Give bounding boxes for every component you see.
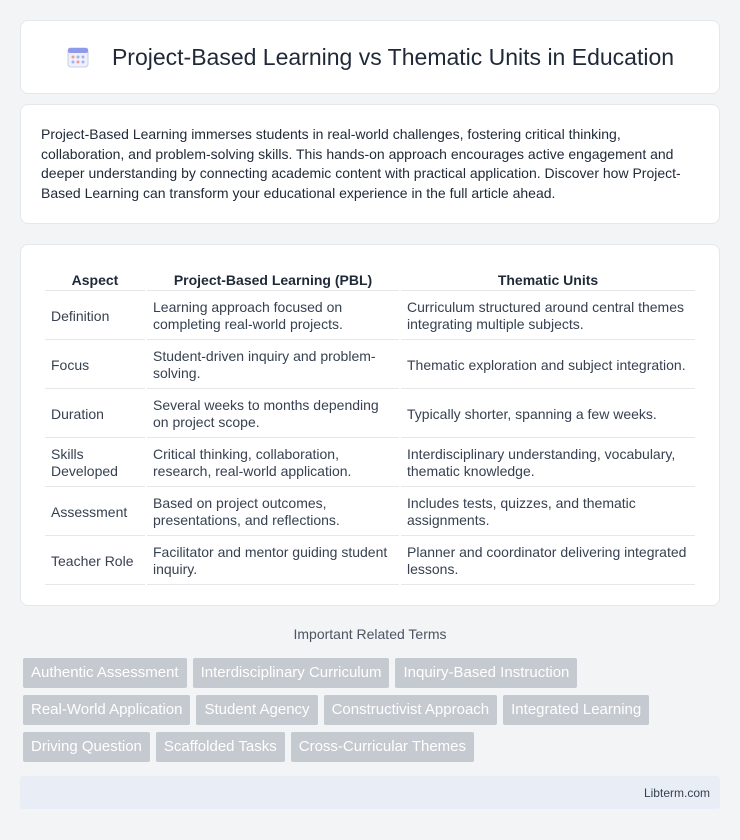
header-card [20, 20, 720, 94]
row-aspect: Duration [45, 391, 145, 438]
related-term-tag[interactable]: Student Agency [196, 695, 317, 725]
row-pbl: Learning approach focused on completing real-world projects. [147, 293, 399, 340]
related-terms-list [23, 658, 723, 762]
related-term-tag[interactable]: Scaffolded Tasks [156, 732, 285, 762]
row-aspect: Assessment [45, 489, 145, 536]
calendar-grid-icon [66, 45, 90, 69]
comparison-table-card [20, 244, 720, 606]
header-aspect: Aspect [45, 269, 145, 291]
table-row [45, 489, 695, 536]
related-term-tag[interactable]: Integrated Learning [503, 695, 649, 725]
page-title: Project-Based Learning vs Thematic Units in Education [111, 43, 675, 70]
related-term-tag[interactable]: Interdisciplinary Curriculum [193, 658, 390, 688]
header-pbl: Project-Based Learning (PBL) [147, 269, 399, 291]
related-term-tag[interactable]: Driving Question [23, 732, 150, 762]
footer-site-link[interactable]: Libterm.com [643, 785, 710, 800]
related-term-tag[interactable]: Inquiry-Based Instruction [395, 658, 577, 688]
related-term-tag[interactable]: Real-World Application [23, 695, 190, 725]
row-aspect: Teacher Role [45, 538, 145, 585]
table-row [45, 293, 695, 340]
related-term-tag[interactable]: Cross-Curricular Themes [291, 732, 474, 762]
row-aspect: Definition [45, 293, 145, 340]
table-row [45, 538, 695, 585]
row-thematic: Curriculum structured around central themes integrating multiple subjects. [401, 293, 695, 340]
row-thematic: Typically shorter, spanning a few weeks. [401, 391, 695, 438]
related-term-tag[interactable]: Authentic Assessment [23, 658, 187, 688]
row-thematic: Includes tests, quizzes, and thematic assignments. [401, 489, 695, 536]
header [66, 44, 674, 71]
comparison-table [43, 267, 697, 587]
header-thematic: Thematic Units [401, 269, 695, 291]
related-terms-title: Important Related Terms [293, 626, 447, 642]
table-row [45, 342, 695, 389]
row-pbl: Student-driven inquiry and problem-solving. [147, 342, 399, 389]
row-thematic: Planner and coordinator delivering integrated lessons. [401, 538, 695, 585]
intro-text: Project-Based Learning immerses students in real-world challenges, fostering critical thinking, collaboration, and problem-solving skills. This hands-on approach encourages active engagement and deeper understanding by connecting academic content with practical application. Discover how Project-Based Learning can transform your educational experience in the full article ahead. [41, 126, 681, 201]
row-pbl: Based on project outcomes, presentations, and reflections. [147, 489, 399, 536]
row-aspect: Skills Developed [45, 440, 145, 487]
row-aspect: Focus [45, 342, 145, 389]
row-pbl: Facilitator and mentor guiding student inquiry. [147, 538, 399, 585]
intro-card [20, 104, 720, 224]
table-row [45, 391, 695, 438]
row-pbl: Several weeks to months depending on project scope. [147, 391, 399, 438]
row-thematic: Interdisciplinary understanding, vocabulary, thematic knowledge. [401, 440, 695, 487]
related-term-tag[interactable]: Constructivist Approach [324, 695, 498, 725]
table-row [45, 440, 695, 487]
table-header-row [45, 269, 695, 291]
row-thematic: Thematic exploration and subject integration. [401, 342, 695, 389]
footer [20, 776, 720, 809]
row-pbl: Critical thinking, collaboration, research, real-world application. [147, 440, 399, 487]
